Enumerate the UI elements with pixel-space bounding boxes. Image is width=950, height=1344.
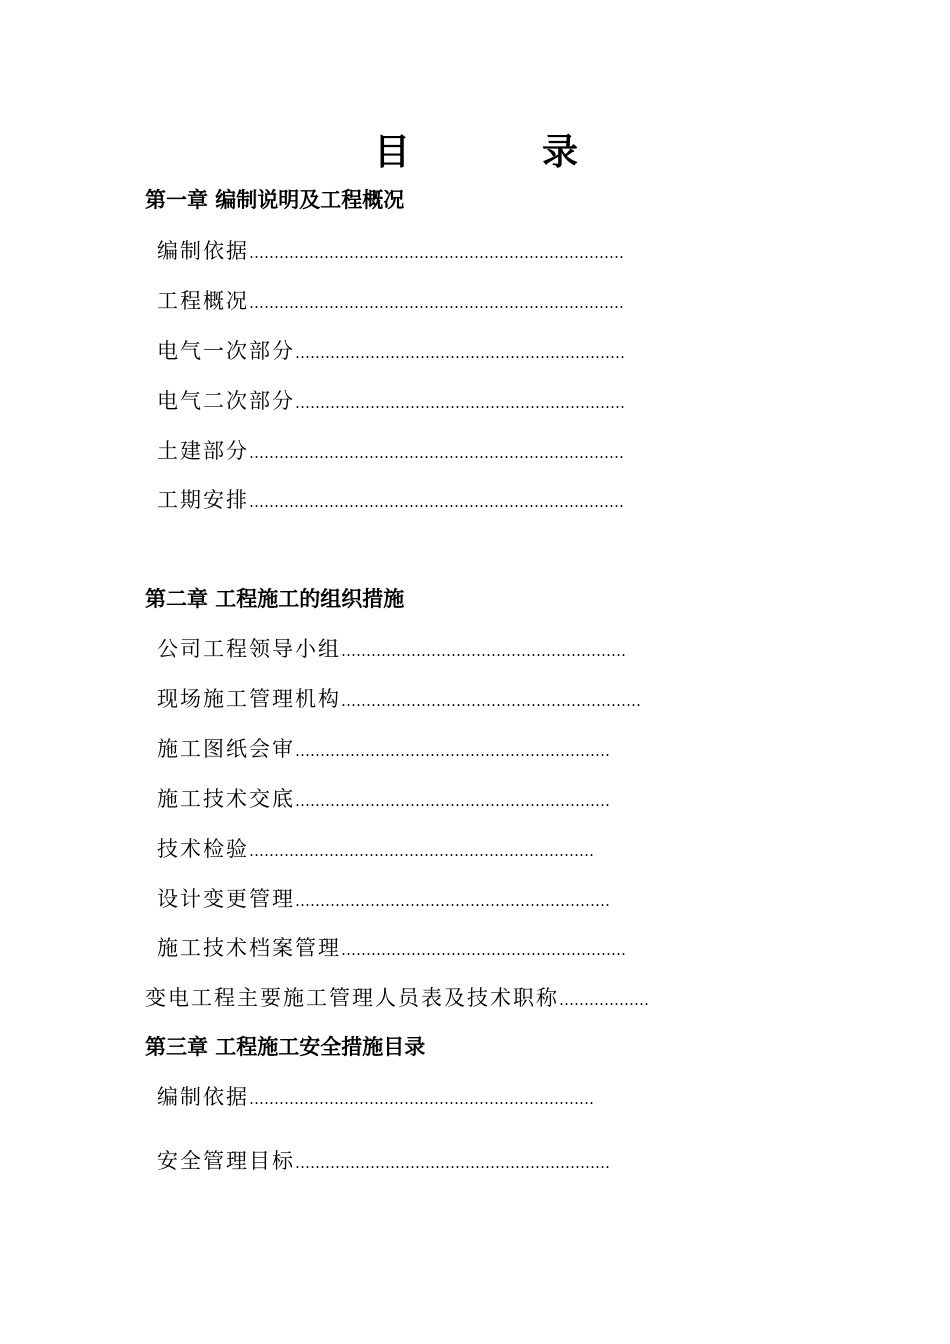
toc-entry-label: 设计变更管理 <box>157 887 295 911</box>
toc-entry[interactable] <box>157 1082 594 1114</box>
dot-leader: ……………… <box>559 991 649 1009</box>
toc-entry-label: 施工技术交底 <box>157 787 295 811</box>
dot-leader: ……………………………………………………… <box>295 742 610 760</box>
toc-entry[interactable] <box>157 634 626 666</box>
toc-entry[interactable] <box>157 485 624 517</box>
toc-entry-label: 公司工程领导小组 <box>157 637 341 661</box>
toc-entry-label: 编制依据 <box>157 1085 249 1109</box>
dot-leader: ……………………………………………………… <box>295 792 610 810</box>
chapter-1-heading: 第一章 编制说明及工程概况 <box>145 188 405 212</box>
dot-leader: ………………………………………………………………… <box>249 244 624 262</box>
toc-entry[interactable] <box>157 286 624 318</box>
chapter-2-heading: 第二章 工程施工的组织措施 <box>145 587 405 611</box>
toc-entry[interactable] <box>145 983 649 1015</box>
dot-leader: ………………………………………………………………… <box>249 493 624 511</box>
toc-entry[interactable] <box>157 236 624 268</box>
toc-entry[interactable] <box>157 436 624 468</box>
chapter-3-heading: 第三章 工程施工安全措施目录 <box>145 1035 426 1059</box>
toc-entry[interactable] <box>157 386 625 418</box>
dot-leader: …………………………………………………………… <box>249 1090 594 1108</box>
title-char-right: 录 <box>542 132 579 173</box>
toc-entry-label: 现场施工管理机构 <box>157 687 341 711</box>
dot-leader: ………………………………………………………… <box>295 344 625 362</box>
toc-entry[interactable] <box>157 336 625 368</box>
toc-entry-label: 工期安排 <box>157 488 249 512</box>
dot-leader: ……………………………………………………… <box>295 892 610 910</box>
toc-entry-label: 电气二次部分 <box>157 389 295 413</box>
toc-entry-label: 施工技术档案管理 <box>157 936 341 960</box>
dot-leader: ……………………………………………………… <box>295 1154 610 1172</box>
dot-leader: ………………………………………………… <box>341 941 626 959</box>
toc-entry[interactable] <box>157 684 641 716</box>
dot-leader: …………………………………………………………… <box>249 842 594 860</box>
toc-entry-label: 安全管理目标 <box>157 1149 295 1173</box>
toc-entry[interactable] <box>157 784 610 816</box>
toc-entry-label: 施工图纸会审 <box>157 737 295 761</box>
toc-entry[interactable] <box>157 884 610 916</box>
toc-entry-label: 电气一次部分 <box>157 339 295 363</box>
toc-entry[interactable] <box>157 1146 610 1178</box>
toc-entry-label: 变电工程主要施工管理人员表及技术职称 <box>145 986 559 1010</box>
toc-entry[interactable] <box>157 933 626 965</box>
toc-entry-label: 工程概况 <box>157 289 249 313</box>
toc-entry-label: 编制依据 <box>157 239 249 263</box>
page-title <box>0 128 950 178</box>
title-char-left: 目 <box>374 132 411 173</box>
dot-leader: ………………………………………………………………… <box>249 294 624 312</box>
toc-entry[interactable] <box>157 834 594 866</box>
dot-leader: ………………………………………………………… <box>295 394 625 412</box>
toc-entry[interactable] <box>157 734 610 766</box>
toc-entry-label: 土建部分 <box>157 439 249 463</box>
toc-entry-label: 技术检验 <box>157 837 249 861</box>
dot-leader: ………………………………………………………………… <box>249 444 624 462</box>
dot-leader: …………………………………………………… <box>341 692 641 710</box>
dot-leader: ………………………………………………… <box>341 642 626 660</box>
